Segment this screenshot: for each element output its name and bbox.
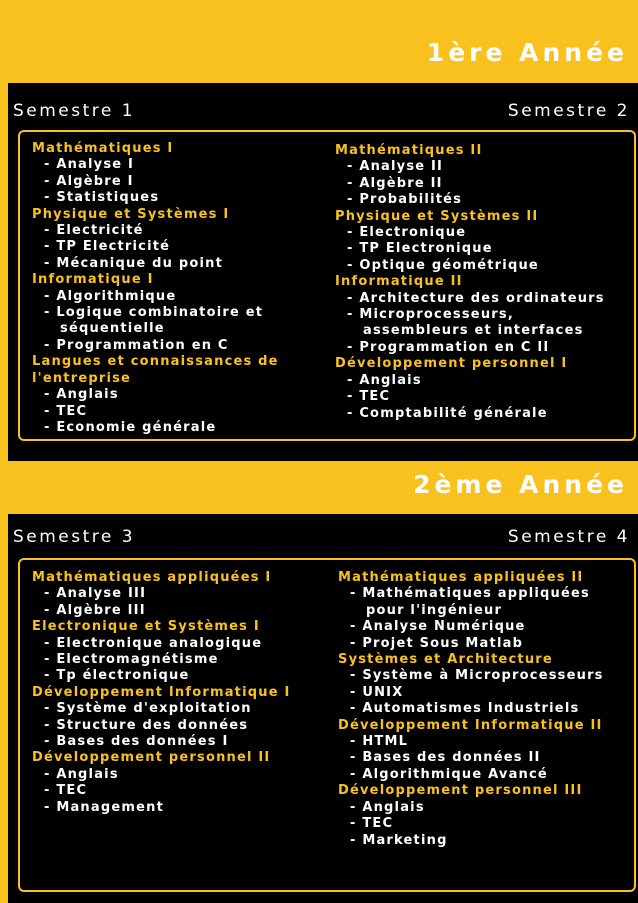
course-heading: Mathématiques appliquées II xyxy=(338,570,584,585)
course-item: - Logique combinatoire et xyxy=(44,305,264,321)
course-item: - Système d'exploitation xyxy=(44,701,252,717)
course-item: - Analyse III xyxy=(44,586,147,602)
course-heading: Mathématiques appliquées I xyxy=(32,570,272,585)
course-item: - HTML xyxy=(350,734,409,750)
course-item: - Electronique xyxy=(347,225,467,241)
course-item: - TEC xyxy=(44,783,88,799)
course-item: - Management xyxy=(44,799,165,815)
semester2-label: Semestre 2 xyxy=(507,101,630,121)
course-item: - Electronique analogique xyxy=(44,635,263,651)
course-item: - TEC xyxy=(350,816,394,832)
course-item: - Optique géométrique xyxy=(347,257,539,273)
course-item: - TP Electronique xyxy=(347,241,493,257)
semester2-courses xyxy=(335,143,605,422)
course-item: - UNIX xyxy=(350,684,404,700)
course-item: - Statistiques xyxy=(44,190,160,206)
semester1-label: Semestre 1 xyxy=(13,101,136,121)
course-item: - Electromagnétisme xyxy=(44,652,219,668)
semester1-courses xyxy=(32,141,279,436)
course-item: assembleurs et interfaces xyxy=(363,323,584,339)
course-item: - Mécanique du point xyxy=(44,255,224,271)
course-item: - Algorithmique xyxy=(44,288,177,304)
course-item: - Anglais xyxy=(44,766,119,782)
course-item: - Marketing xyxy=(350,832,448,848)
course-item: - Programmation en C II xyxy=(347,339,550,355)
semester3-label: Semestre 3 xyxy=(13,527,136,547)
course-item: - Analyse II xyxy=(347,159,444,175)
course-item: pour l'ingénieur xyxy=(366,602,503,618)
course-heading: l'entreprise xyxy=(32,370,132,386)
year1-title: 1ère Année xyxy=(426,38,628,67)
course-heading: Développement Informatique I xyxy=(32,684,291,700)
course-item: - Bases des données I xyxy=(44,734,229,750)
course-item: - Structure des données xyxy=(44,717,249,733)
course-item: - Algorithmique Avancé xyxy=(350,766,548,782)
course-item: - TP Electricité xyxy=(44,239,171,255)
course-item: - Architecture des ordinateurs xyxy=(347,290,605,306)
course-item: - Anglais xyxy=(350,799,425,815)
year2-panel xyxy=(8,514,638,903)
course-item: - Microprocesseurs, xyxy=(347,307,514,323)
course-item: - TEC xyxy=(347,389,391,405)
course-item: - Tp électronique xyxy=(44,668,190,684)
course-heading: Informatique II xyxy=(335,274,463,290)
course-item: - Système à Microprocesseurs xyxy=(350,668,604,684)
year2-title: 2ème Année xyxy=(413,470,628,499)
course-item: - Projet Sous Matlab xyxy=(350,635,524,651)
course-item: - Economie générale xyxy=(44,419,217,435)
course-item: - Anglais xyxy=(44,387,119,403)
course-item: - Electricité xyxy=(44,223,144,239)
course-item: - Anglais xyxy=(347,372,422,388)
course-heading: Informatique I xyxy=(32,272,154,288)
course-item: - Algèbre II xyxy=(347,175,443,191)
course-item: - TEC xyxy=(44,403,88,419)
course-heading: Langues et connaissances de xyxy=(32,354,279,370)
course-heading: Développement personnel II xyxy=(32,750,271,766)
semester3-courses xyxy=(32,570,291,816)
course-item: - Analyse I xyxy=(44,157,135,173)
course-heading: Electronique et Systèmes I xyxy=(32,619,260,635)
course-item: - Algèbre I xyxy=(44,173,134,189)
year1-panel xyxy=(8,83,638,461)
course-heading: Mathématiques I xyxy=(32,141,174,156)
course-heading: Systèmes et Architecture xyxy=(338,652,553,668)
course-item: - Automatismes Industriels xyxy=(350,701,580,717)
course-item: - Analyse Numérique xyxy=(350,619,526,635)
course-heading: Physique et Systèmes I xyxy=(32,206,230,222)
course-item: - Comptabilité générale xyxy=(347,405,548,421)
semester4-courses xyxy=(338,570,604,849)
course-item: - Probabilités xyxy=(347,192,463,208)
course-heading: Développement personnel III xyxy=(338,783,583,799)
course-item: - Programmation en C xyxy=(44,337,229,353)
course-item: - Bases des données II xyxy=(350,750,541,766)
course-heading: Physique et Systèmes II xyxy=(335,208,539,224)
course-item: - Mathématiques appliquées xyxy=(350,586,590,602)
course-heading: Développement personnel I xyxy=(335,356,568,372)
course-item: - Algèbre III xyxy=(44,602,146,618)
course-item: séquentielle xyxy=(60,321,165,337)
course-heading: Développement Informatique II xyxy=(338,717,603,733)
semester4-label: Semestre 4 xyxy=(507,527,630,547)
course-heading: Mathématiques II xyxy=(335,143,483,158)
